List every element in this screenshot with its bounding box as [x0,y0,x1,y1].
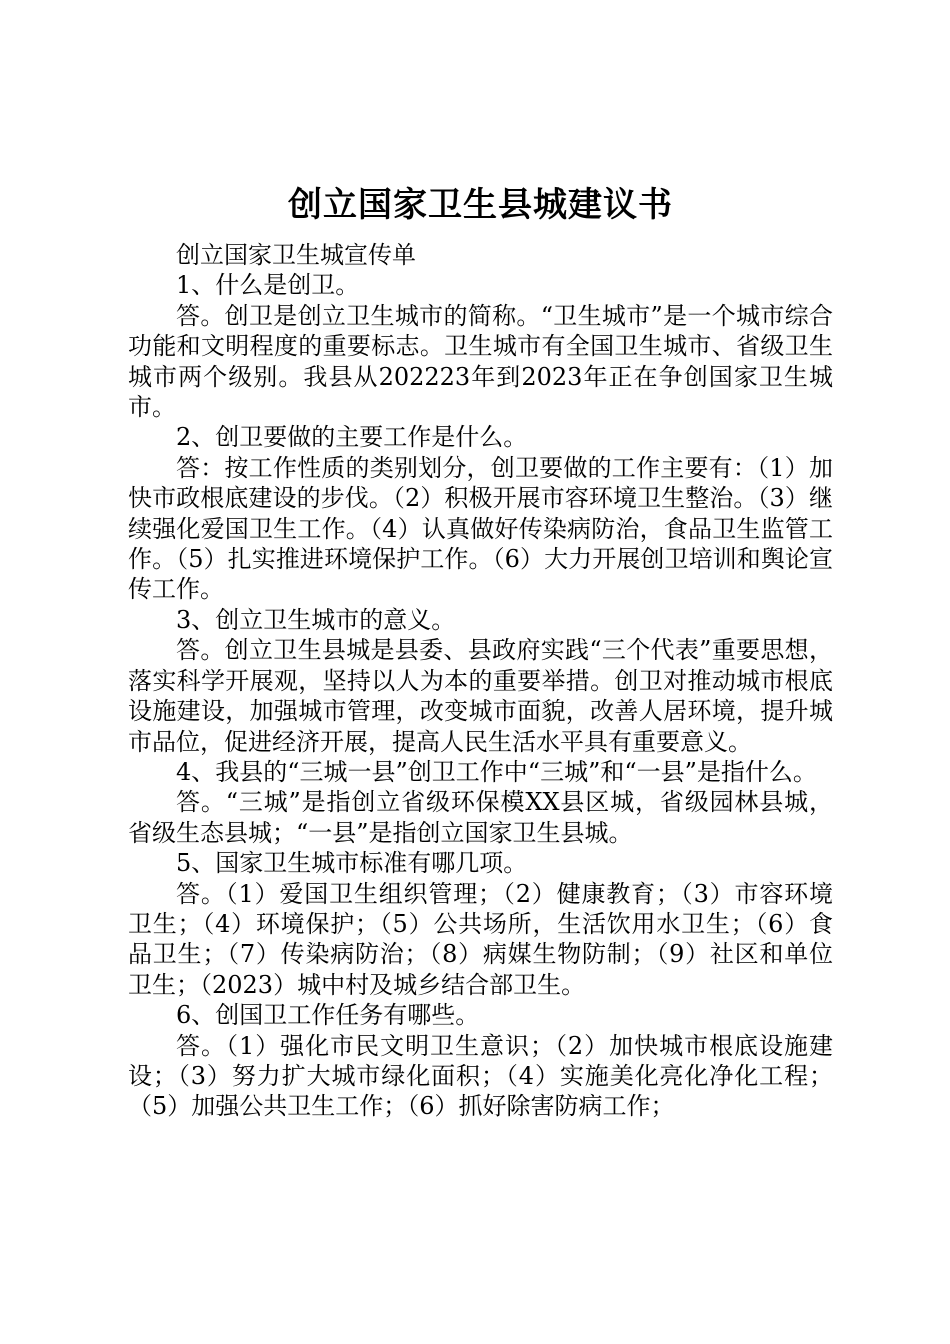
paragraph-question-2: 2、创卫要做的主要工作是什么。 [176,423,528,452]
paragraph-question-4: 4、我县的“三城一县”创卫工作中“三城”和“一县”是指什么。 [176,757,817,786]
paragraph-question-3: 3、创立卫生城市的意义。 [176,605,456,634]
paragraph-subtitle: 创立国家卫生城宣传单 [176,241,416,269]
paragraph-question-1: 1、什么是创卫。 [176,271,360,300]
paragraph-question-6: 6、创国卫工作任务有哪些。 [176,1001,480,1030]
paragraph-answer-4: 答。“三城”是指创立省级环保模XX县区城，省级园林县城，省级生态县城；“一县”是指创立国家卫生县城。 [128,788,833,847]
paragraph-answer-1: 答。创卫是创立卫生城市的简称。“卫生城市”是一个城市综合功能和文明程度的重要标志。卫生城市有全国卫生城市、省级卫生城市两个级别。我县从202223年到2023年正在争创国家卫生城市。 [128,301,833,422]
paragraph-answer-5: 答。（1）爱国卫生组织管理；（2）健康教育；（3）市容环境卫生；（4）环境保护；（5）公共场所，生活饮用水卫生；（6）食品卫生；（7）传染病防治；（8）病媒生物防制；（9）社区和单位卫生；（2023）城中村及城乡结合部卫生。 [128,879,833,999]
paragraph-answer-2: 答：按工作性质的类别划分，创卫要做的工作主要有：（1）加快市政根底建设的步伐。（2）积极开展市容环境卫生整治。（3）继续强化爱国卫生工作。（4）认真做好传染病防治，食品卫生监管工作。（5）扎实推进环境保护工作。（6）大力开展创卫培训和舆论宣传工作。 [128,453,833,604]
paragraph-question-5: 5、国家卫生城市标准有哪几项。 [176,849,528,878]
document-page [128,180,833,1122]
document-title: 创立国家卫生县城建议书 [288,185,673,225]
paragraph-answer-6: 答。（1）强化市民文明卫生意识；（2）加快城市根底设施建设；（3）努力扩大城市绿化面积；（4）实施美化亮化净化工程；（5）加强公共卫生工作；（6）抓好除害防病工作； [128,1031,833,1121]
paragraph-answer-3: 答。创立卫生县城是县委、县政府实践“三个代表”重要思想，落实科学开展观，坚持以人为本的重要举措。创卫对推动城市根底设施建设，加强城市管理，改变城市面貌，改善人居环境，提升城市品位，促进经济开展，提高人民生活水平具有重要意义。 [128,636,833,756]
